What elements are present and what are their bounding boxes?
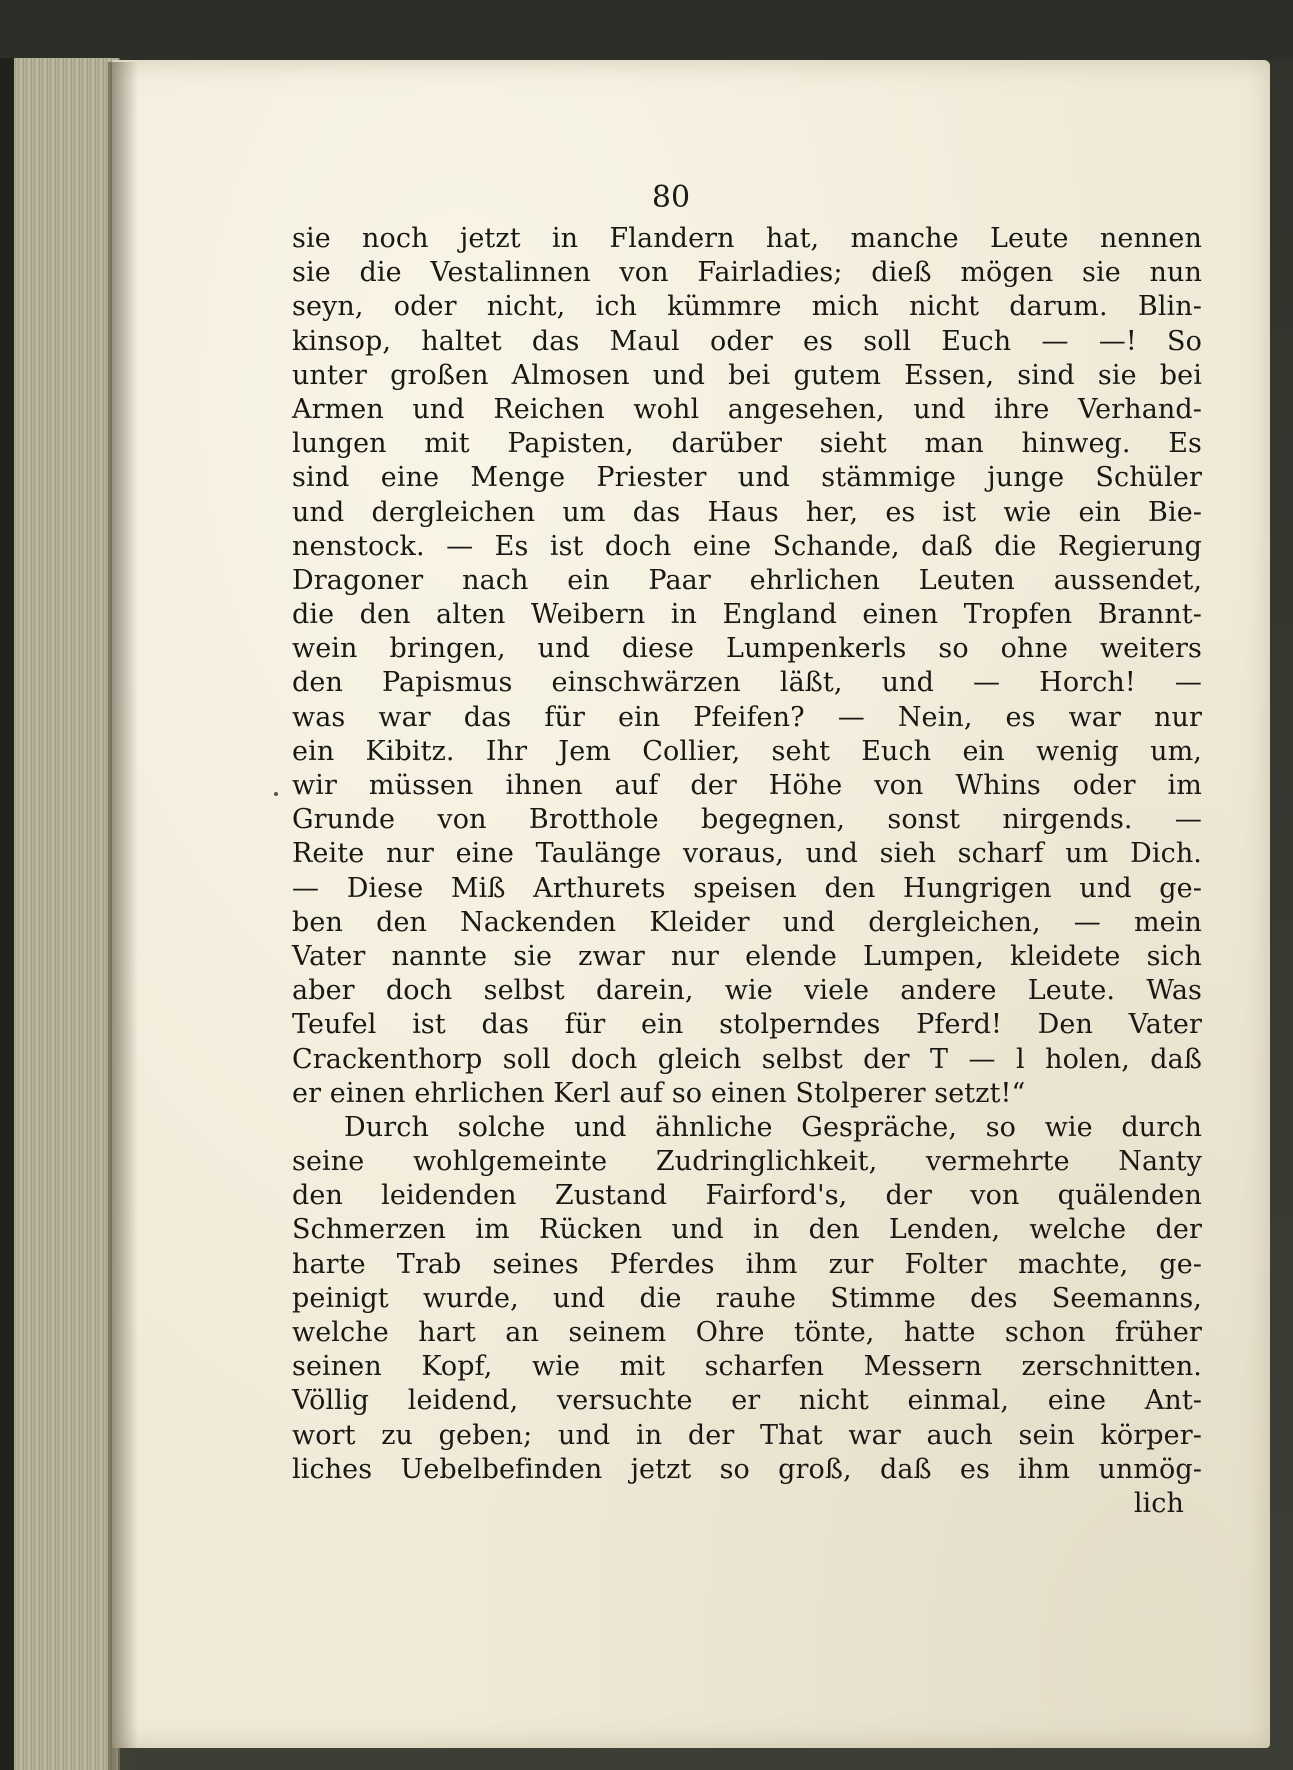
text-line: Teufel ist das für ein stolperndes Pferd! Den Vater — [292, 1009, 1202, 1041]
text-line: welche hart an seinem Ohre tönte, hatte schon früher — [292, 1317, 1202, 1348]
text-line: Crackenthorp soll doch gleich selbst der T — l holen, daß — [292, 1043, 1202, 1075]
gutter-shadow — [108, 62, 138, 1770]
book-cover-top — [0, 0, 1293, 60]
book-page — [112, 60, 1270, 1748]
text-line: ben den Nackenden Kleider und dergleichen, — mein — [292, 906, 1202, 938]
text-line: seinen Kopf, wie mit scharfen Messern zerschnitten. — [292, 1351, 1202, 1383]
text-line: kinsop, haltet das Maul oder es soll Euch — —! So — [292, 325, 1202, 357]
text-line: wir müssen ihnen auf der Höhe von Whins oder im — [292, 770, 1202, 801]
page-number: 80 — [651, 180, 691, 215]
text-line: Vater nannte sie zwar nur elende Lumpen, kleidete sich — [292, 940, 1202, 972]
margin-ink-dot — [274, 792, 278, 796]
text-line: aber doch selbst darein, wie viele andere Leute. Was — [292, 975, 1202, 1007]
text-line: unter großen Almosen und bei gutem Essen, sind sie bei — [292, 359, 1202, 391]
text-line: liches Uebelbefinden jetzt so groß, daß es ihm unmög- — [292, 1453, 1202, 1485]
text-line: Reite nur eine Taulänge voraus, und sieh scharf um Dich. — [292, 838, 1202, 870]
text-line: den Papismus einschwärzen läßt, und — Horch! — — [292, 667, 1202, 699]
paragraph-first-line: Durch solche und ähnliche Gespräche, so wie durch — [344, 1111, 1202, 1143]
text-line: Dragoner nach ein Paar ehrlichen Leuten aussendet, — [292, 564, 1202, 596]
text-line: er einen ehrlichen Kerl auf so einen Stolperer setzt!“ — [292, 1077, 1026, 1109]
text-line: Grunde von Brotthole begegnen, sonst nirgends. — — [292, 804, 1202, 836]
text-line: den leidenden Zustand Fairford's, der von quälenden — [292, 1180, 1202, 1212]
text-line: — Diese Miß Arthurets speisen den Hungrigen und ge- — [292, 872, 1202, 904]
text-line: sie die Vestalinnen von Fairladies; dieß mögen sie nun — [292, 257, 1202, 289]
text-line: Armen und Reichen wohl angesehen, und ihre Verhand- — [292, 393, 1202, 425]
text-line: wort zu geben; und in der That war auch sein körper- — [292, 1419, 1202, 1451]
text-line: und dergleichen um das Haus her, es ist wie ein Bie- — [292, 496, 1202, 528]
text-line: die den alten Weibern in England einen Tropfen Brannt- — [292, 599, 1202, 631]
text-line: sie noch jetzt in Flandern hat, manche Leute nennen — [292, 223, 1202, 254]
text-line: was war das für ein Pfeifen? — Nein, es war nur — [292, 701, 1202, 733]
page-text-block — [292, 222, 1202, 1521]
text-line: sind eine Menge Priester und stämmige junge Schüler — [292, 462, 1202, 494]
text-line: wein bringen, und diese Lumpenkerls so ohne weiters — [292, 633, 1202, 665]
page-stack-edge — [0, 58, 120, 1770]
book-binding-edge — [0, 58, 14, 1770]
text-line: harte Trab seines Pferdes ihm zur Folter machte, ge- — [292, 1248, 1202, 1280]
text-line: Schmerzen im Rücken und in den Lenden, welche der — [292, 1214, 1202, 1246]
text-line: nenstock. — Es ist doch eine Schande, daß die Regierung — [292, 530, 1202, 562]
text-line: seine wohlgemeinte Zudringlichkeit, vermehrte Nanty — [292, 1146, 1202, 1178]
text-line: peinigt wurde, und die rauhe Stimme des Seemanns, — [292, 1282, 1202, 1314]
text-line: ein Kibitz. Ihr Jem Collier, seht Euch ein wenig um, — [292, 735, 1202, 767]
text-line: lungen mit Papisten, darüber sieht man hinweg. Es — [292, 428, 1202, 460]
catchword: lich — [1133, 1487, 1184, 1519]
text-line: Völlig leidend, versuchte er nicht einmal, eine Ant- — [292, 1385, 1202, 1417]
text-line: seyn, oder nicht, ich kümmre mich nicht darum. Blin- — [292, 291, 1202, 323]
